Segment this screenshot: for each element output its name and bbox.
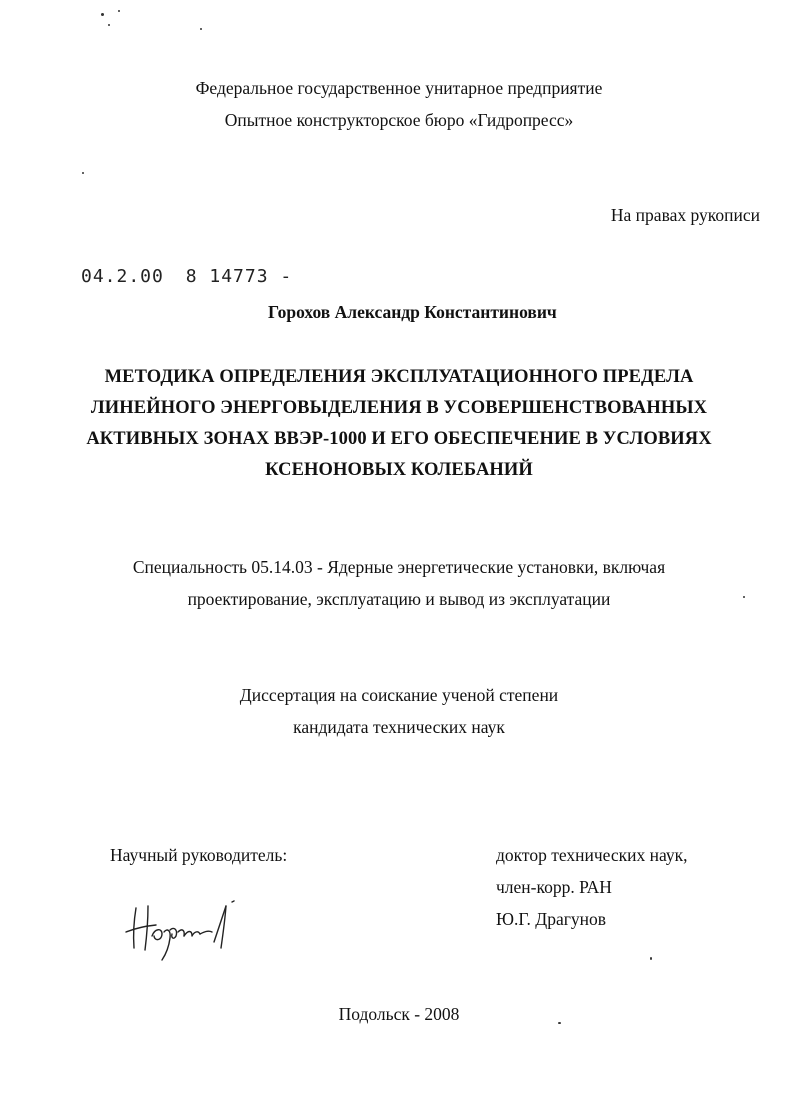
scan-speck xyxy=(200,28,202,30)
dissertation-title xyxy=(0,366,798,490)
place-year: Подольск - 2008 xyxy=(338,1004,460,1024)
scan-speck xyxy=(650,957,652,960)
organization-line-1: Федеральное государственное унитарное предприятие xyxy=(195,78,603,98)
registration-stamp xyxy=(81,266,292,287)
title-line: КСЕНОНОВЫХ КОЛЕБАНИЙ xyxy=(265,460,533,480)
title-line: АКТИВНЫХ ЗОНАХ ВВЭР-1000 И ЕГО ОБЕСПЕЧЕНИЕ В УСЛОВИЯХ xyxy=(86,429,712,449)
scan-speck xyxy=(101,13,104,16)
stamp-prefix: 04.2.00 xyxy=(81,266,164,287)
signature xyxy=(122,898,242,964)
supervisor-name: Ю.Г. Драгунов xyxy=(496,909,607,929)
specialty-line-2: проектирование, эксплуатацию и вывод из эксплуатации xyxy=(187,589,611,609)
supervisor-title: член-корр. РАН xyxy=(496,877,612,897)
degree-line-2: кандидата технических наук xyxy=(293,717,505,737)
scan-speck xyxy=(82,172,84,174)
title-line: МЕТОДИКА ОПРЕДЕЛЕНИЯ ЭКСПЛУАТАЦИОННОГО ПРЕДЕЛА xyxy=(104,367,694,387)
specialty-line-1: Специальность 05.14.03 - Ядерные энергетические установки, включая xyxy=(132,557,666,577)
scan-speck xyxy=(108,24,110,26)
degree-line-1: Диссертация на соискание ученой степени xyxy=(239,685,559,705)
stamp-number: 8 14773 xyxy=(185,266,269,287)
supervisor-label: Научный руководитель: xyxy=(110,845,288,865)
organization-line-2: Опытное конструкторское бюро «Гидропресс» xyxy=(224,110,574,130)
title-line: ЛИНЕЙНОГО ЭНЕРГОВЫДЕЛЕНИЯ В УСОВЕРШЕНСТВОВАННЫХ xyxy=(90,398,708,418)
manuscript-rights: На правах рукописи xyxy=(610,205,760,225)
author-name: Горохов Александр Константинович xyxy=(268,302,557,322)
supervisor-degree: доктор технических наук, xyxy=(496,845,688,865)
scan-speck xyxy=(118,10,120,12)
stamp-dash: - xyxy=(280,266,293,287)
